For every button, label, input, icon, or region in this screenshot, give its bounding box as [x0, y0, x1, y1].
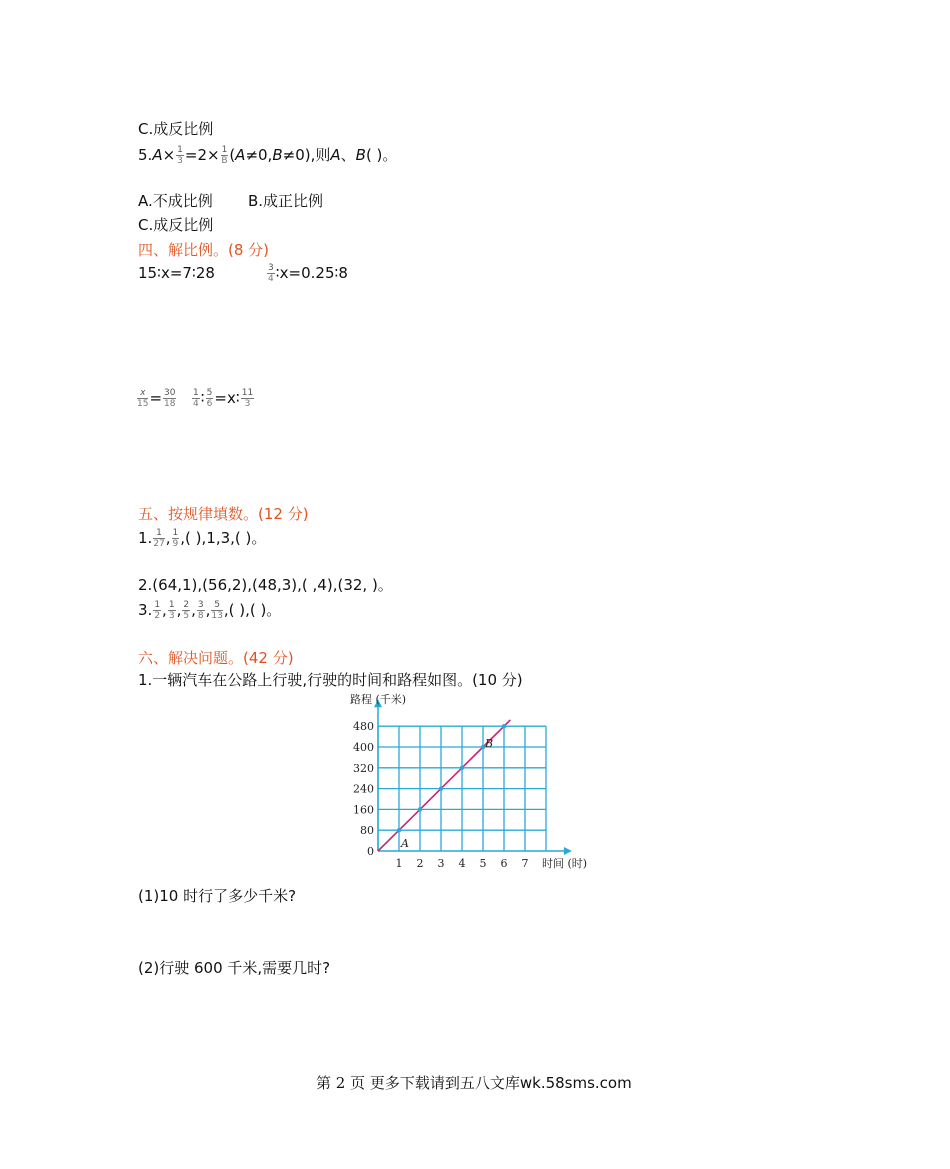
y-tick-label: 400 [353, 741, 374, 754]
q5-option-b: B.成正比例 [248, 192, 324, 210]
y-tick-label: 320 [353, 761, 374, 775]
q5-times: × [162, 146, 176, 164]
y-tick-label: 240 [353, 782, 374, 796]
annotation-a: A [401, 837, 409, 851]
proportion-eq-3: $\frac{x}{15}$ = $\frac{30}{18}$ [137, 388, 176, 409]
annotation-b: B [485, 737, 494, 750]
y-axis-label: 路程 (千米) [350, 693, 407, 706]
distance-time-chart [340, 688, 610, 873]
sub-question-2: (2)行驶 600 千米,需要几时? [138, 959, 331, 977]
problem-1: 1.一辆汽车在公路上行驶,行驶的时间和路程如图。(10 分) [138, 671, 523, 689]
q5-fraction-2: $\frac{1}{B}$ [221, 145, 228, 166]
data-point [439, 786, 443, 790]
q5-var-a: A [152, 146, 163, 164]
section-4-title: 四、解比例。(8 分) [138, 241, 270, 259]
x-tick-label: 5 [479, 857, 487, 870]
page-footer [316, 1072, 632, 1093]
x-tick-label: 1 [395, 857, 403, 870]
eq2-fraction: $\frac{3}{4}$ [268, 263, 274, 284]
proportion-eq-1: 15∶x=7∶28 [138, 264, 215, 282]
data-point [502, 724, 506, 728]
q5-option-c: C.成反比例 [138, 216, 214, 234]
x-tick-label: 7 [521, 857, 529, 870]
q5-prefix: 5. [138, 146, 153, 164]
x-tick-label: 3 [437, 857, 445, 870]
y-tick-label: 0 [367, 845, 374, 858]
section-5-title: 五、按规律填数。(12 分) [138, 505, 309, 523]
y-tick-label: 80 [360, 824, 374, 838]
q5-option-a: A.不成比例 [138, 192, 213, 210]
proportion-eq-2: $\frac{3}{4}$ ∶x=0.25∶8 [268, 263, 348, 284]
q5-fraction-1: $\frac{1}{3}$ [177, 145, 183, 166]
q5-eq: =2× [184, 146, 220, 164]
pattern-q2: 2.(64,1),(56,2),(48,3),( ,4),(32, )。 [138, 576, 393, 594]
pattern-q1: 1. $\frac{1}{27}$ , $\frac{1}{9}$ ,( ),1,3,( )。 [138, 528, 267, 549]
q4-option-c: C.成反比例 [138, 120, 214, 138]
q5-blank: ( )。 [365, 146, 398, 164]
proportion-eq-4: $\frac{1}{4}$ ∶ $\frac{5}{6}$ =x∶ $\frac{11}{3}$ [193, 388, 254, 409]
x-tick-label: 6 [500, 857, 508, 870]
footer-url: wk.58sms.com [519, 1074, 632, 1092]
pattern-q3: 3. $\frac{1}{2}$ , $\frac{1}{3}$ , $\frac{2}{5}$ , $\frac{3}{8}$ , $\frac{5}{13}$ ,( ),( )。 [138, 600, 282, 621]
section-6-title: 六、解决问题。(42 分) [138, 649, 294, 667]
x-tick-label: 4 [458, 857, 466, 870]
sub-question-1: (1)10 时行了多少千米? [138, 887, 297, 905]
data-point [397, 828, 401, 832]
y-tick-label: 480 [353, 720, 374, 734]
x-axis-arrow [564, 847, 572, 855]
footer-text: 第 2 页 更多下载请到五八文库 [316, 1074, 520, 1092]
data-point [460, 766, 464, 770]
y-tick-label: 160 [353, 803, 374, 817]
x-tick-label: 2 [416, 857, 424, 870]
question-5: 5.A× $\frac{1}{3}$ =2× $\frac{1}{B}$ (A≠0,B≠0),则A、B( )。 [138, 145, 398, 166]
x-axis-label: 时间 (时) [542, 857, 588, 870]
data-point [418, 807, 422, 811]
